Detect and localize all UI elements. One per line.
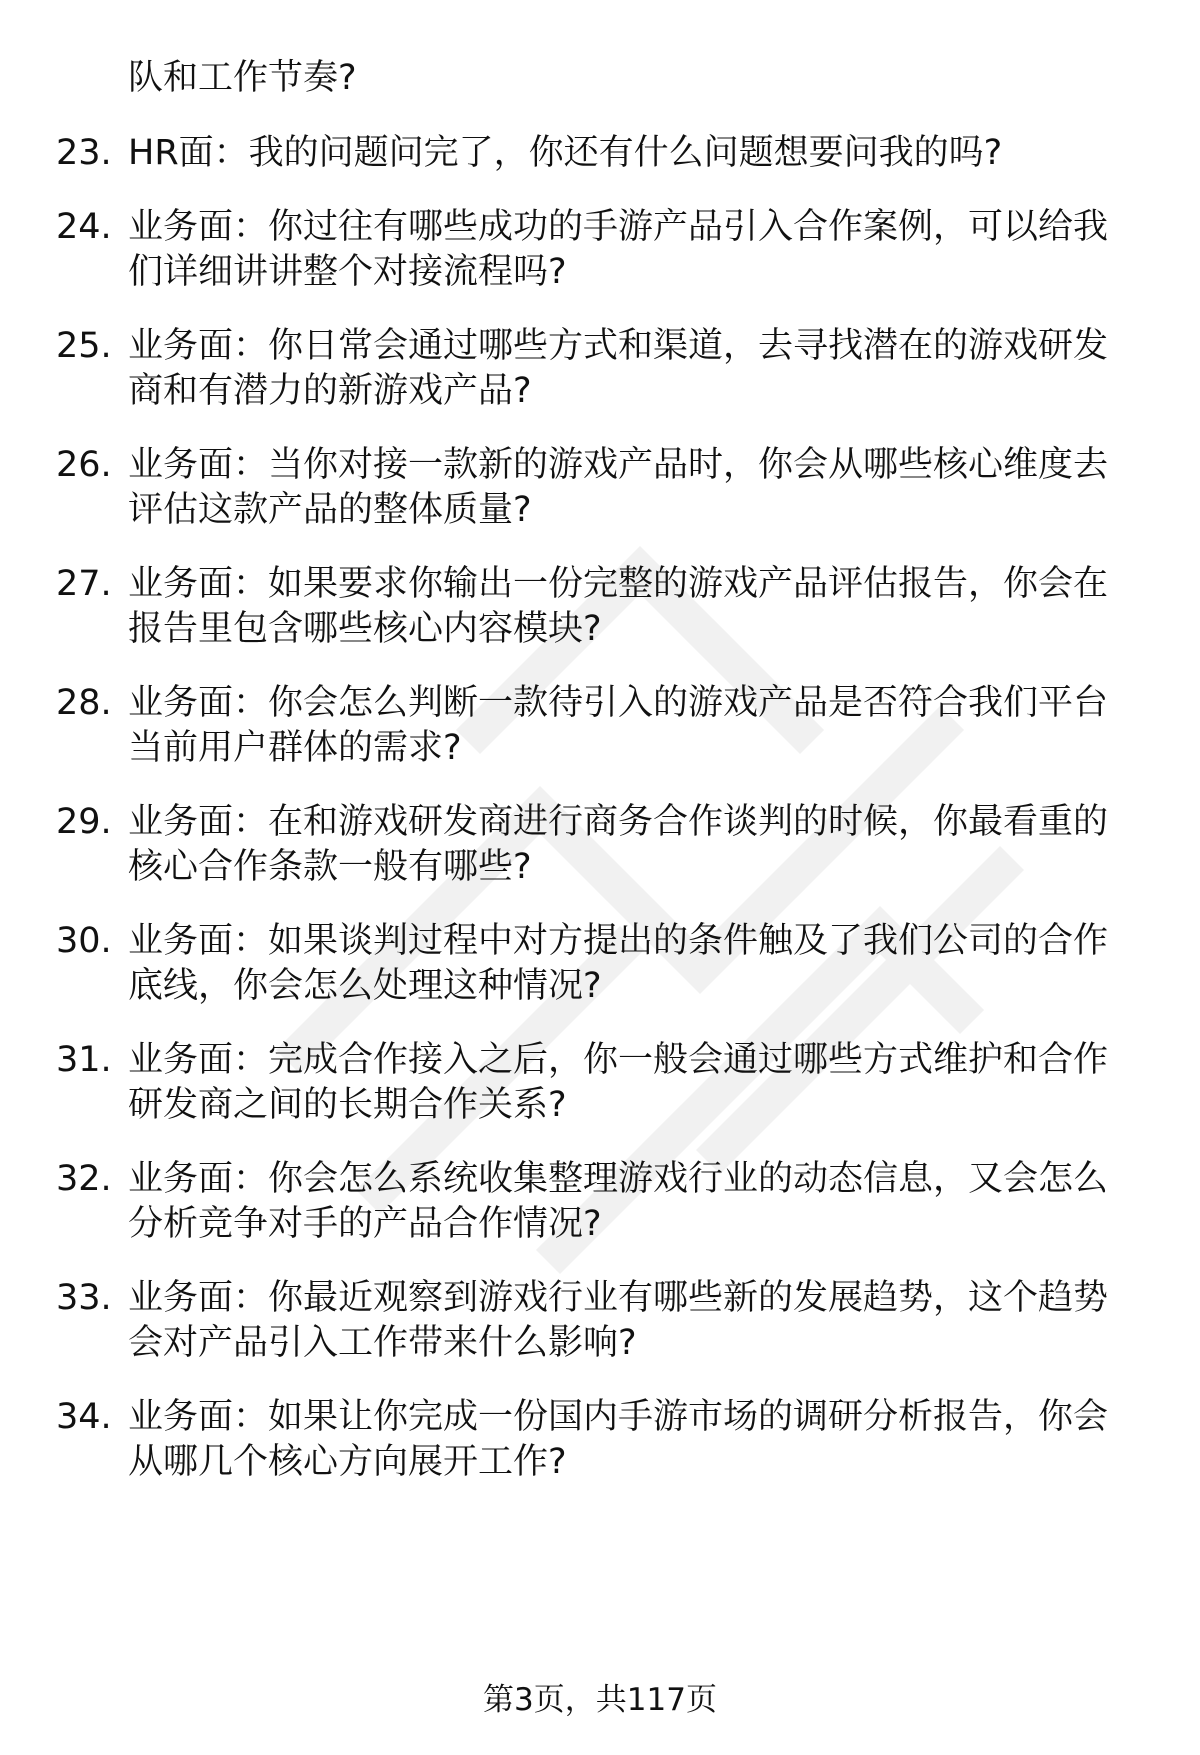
question-line: 底线，你会怎么处理这种情况? [128, 966, 602, 1006]
question-line: 业务面：如果要求你输出一份完整的游戏产品评估报告，你会在 [128, 564, 1109, 604]
question-number: 27. [56, 564, 112, 604]
question-number: 32. [56, 1159, 112, 1199]
question-line: 们详细讲讲整个对接流程吗? [128, 252, 567, 292]
question-line: 分析竞争对手的产品合作情况? [128, 1204, 602, 1244]
question-line: 会对产品引入工作带来什么影响? [128, 1323, 637, 1363]
question-line: 业务面：你会怎么系统收集整理游戏行业的动态信息，又会怎么 [128, 1159, 1109, 1199]
question-line: 评估这款产品的整体质量? [128, 490, 532, 530]
question-number: 31. [56, 1040, 112, 1080]
question-line: 从哪几个核心方向展开工作? [128, 1442, 567, 1482]
question-number: 28. [56, 683, 112, 723]
question-line: 业务面：如果让你完成一份国内手游市场的调研分析报告，你会 [128, 1397, 1109, 1437]
question-line: 业务面：你最近观察到游戏行业有哪些新的发展趋势，这个趋势 [128, 1278, 1109, 1318]
question-line: HR面：我的问题问完了，你还有什么问题想要问我的吗? [128, 133, 1003, 173]
question-line: 当前用户群体的需求? [128, 728, 462, 768]
question-line: 研发商之间的长期合作关系? [128, 1085, 567, 1125]
question-line: 业务面：你会怎么判断一款待引入的游戏产品是否符合我们平台 [128, 683, 1109, 723]
question-line: 业务面：完成合作接入之后，你一般会通过哪些方式维护和合作 [128, 1040, 1109, 1080]
question-line: 业务面：如果谈判过程中对方提出的条件触及了我们公司的合作 [128, 921, 1109, 961]
question-number: 34. [56, 1397, 112, 1437]
question-line: 核心合作条款一般有哪些? [128, 847, 532, 887]
question-number: 29. [56, 802, 112, 842]
question-number: 33. [56, 1278, 112, 1318]
continuation-text: 队和工作节奏? [128, 58, 357, 98]
question-number: 25. [56, 326, 112, 366]
question-line: 业务面：你过往有哪些成功的手游产品引入合作案例，可以给我 [128, 207, 1109, 247]
question-line: 商和有潜力的新游戏产品? [128, 371, 532, 411]
question-line: 业务面：当你对接一款新的游戏产品时，你会从哪些核心维度去 [128, 445, 1109, 485]
question-number: 24. [56, 207, 112, 247]
page-footer: 第3页，共117页 [483, 1682, 717, 1718]
question-number: 26. [56, 445, 112, 485]
question-line: 业务面：在和游戏研发商进行商务合作谈判的时候，你最看重的 [128, 802, 1109, 842]
question-number: 30. [56, 921, 112, 961]
question-line: 报告里包含哪些核心内容模块? [128, 609, 602, 649]
question-number: 23. [56, 133, 112, 173]
question-line: 业务面：你日常会通过哪些方式和渠道，去寻找潜在的游戏研发 [128, 326, 1109, 366]
